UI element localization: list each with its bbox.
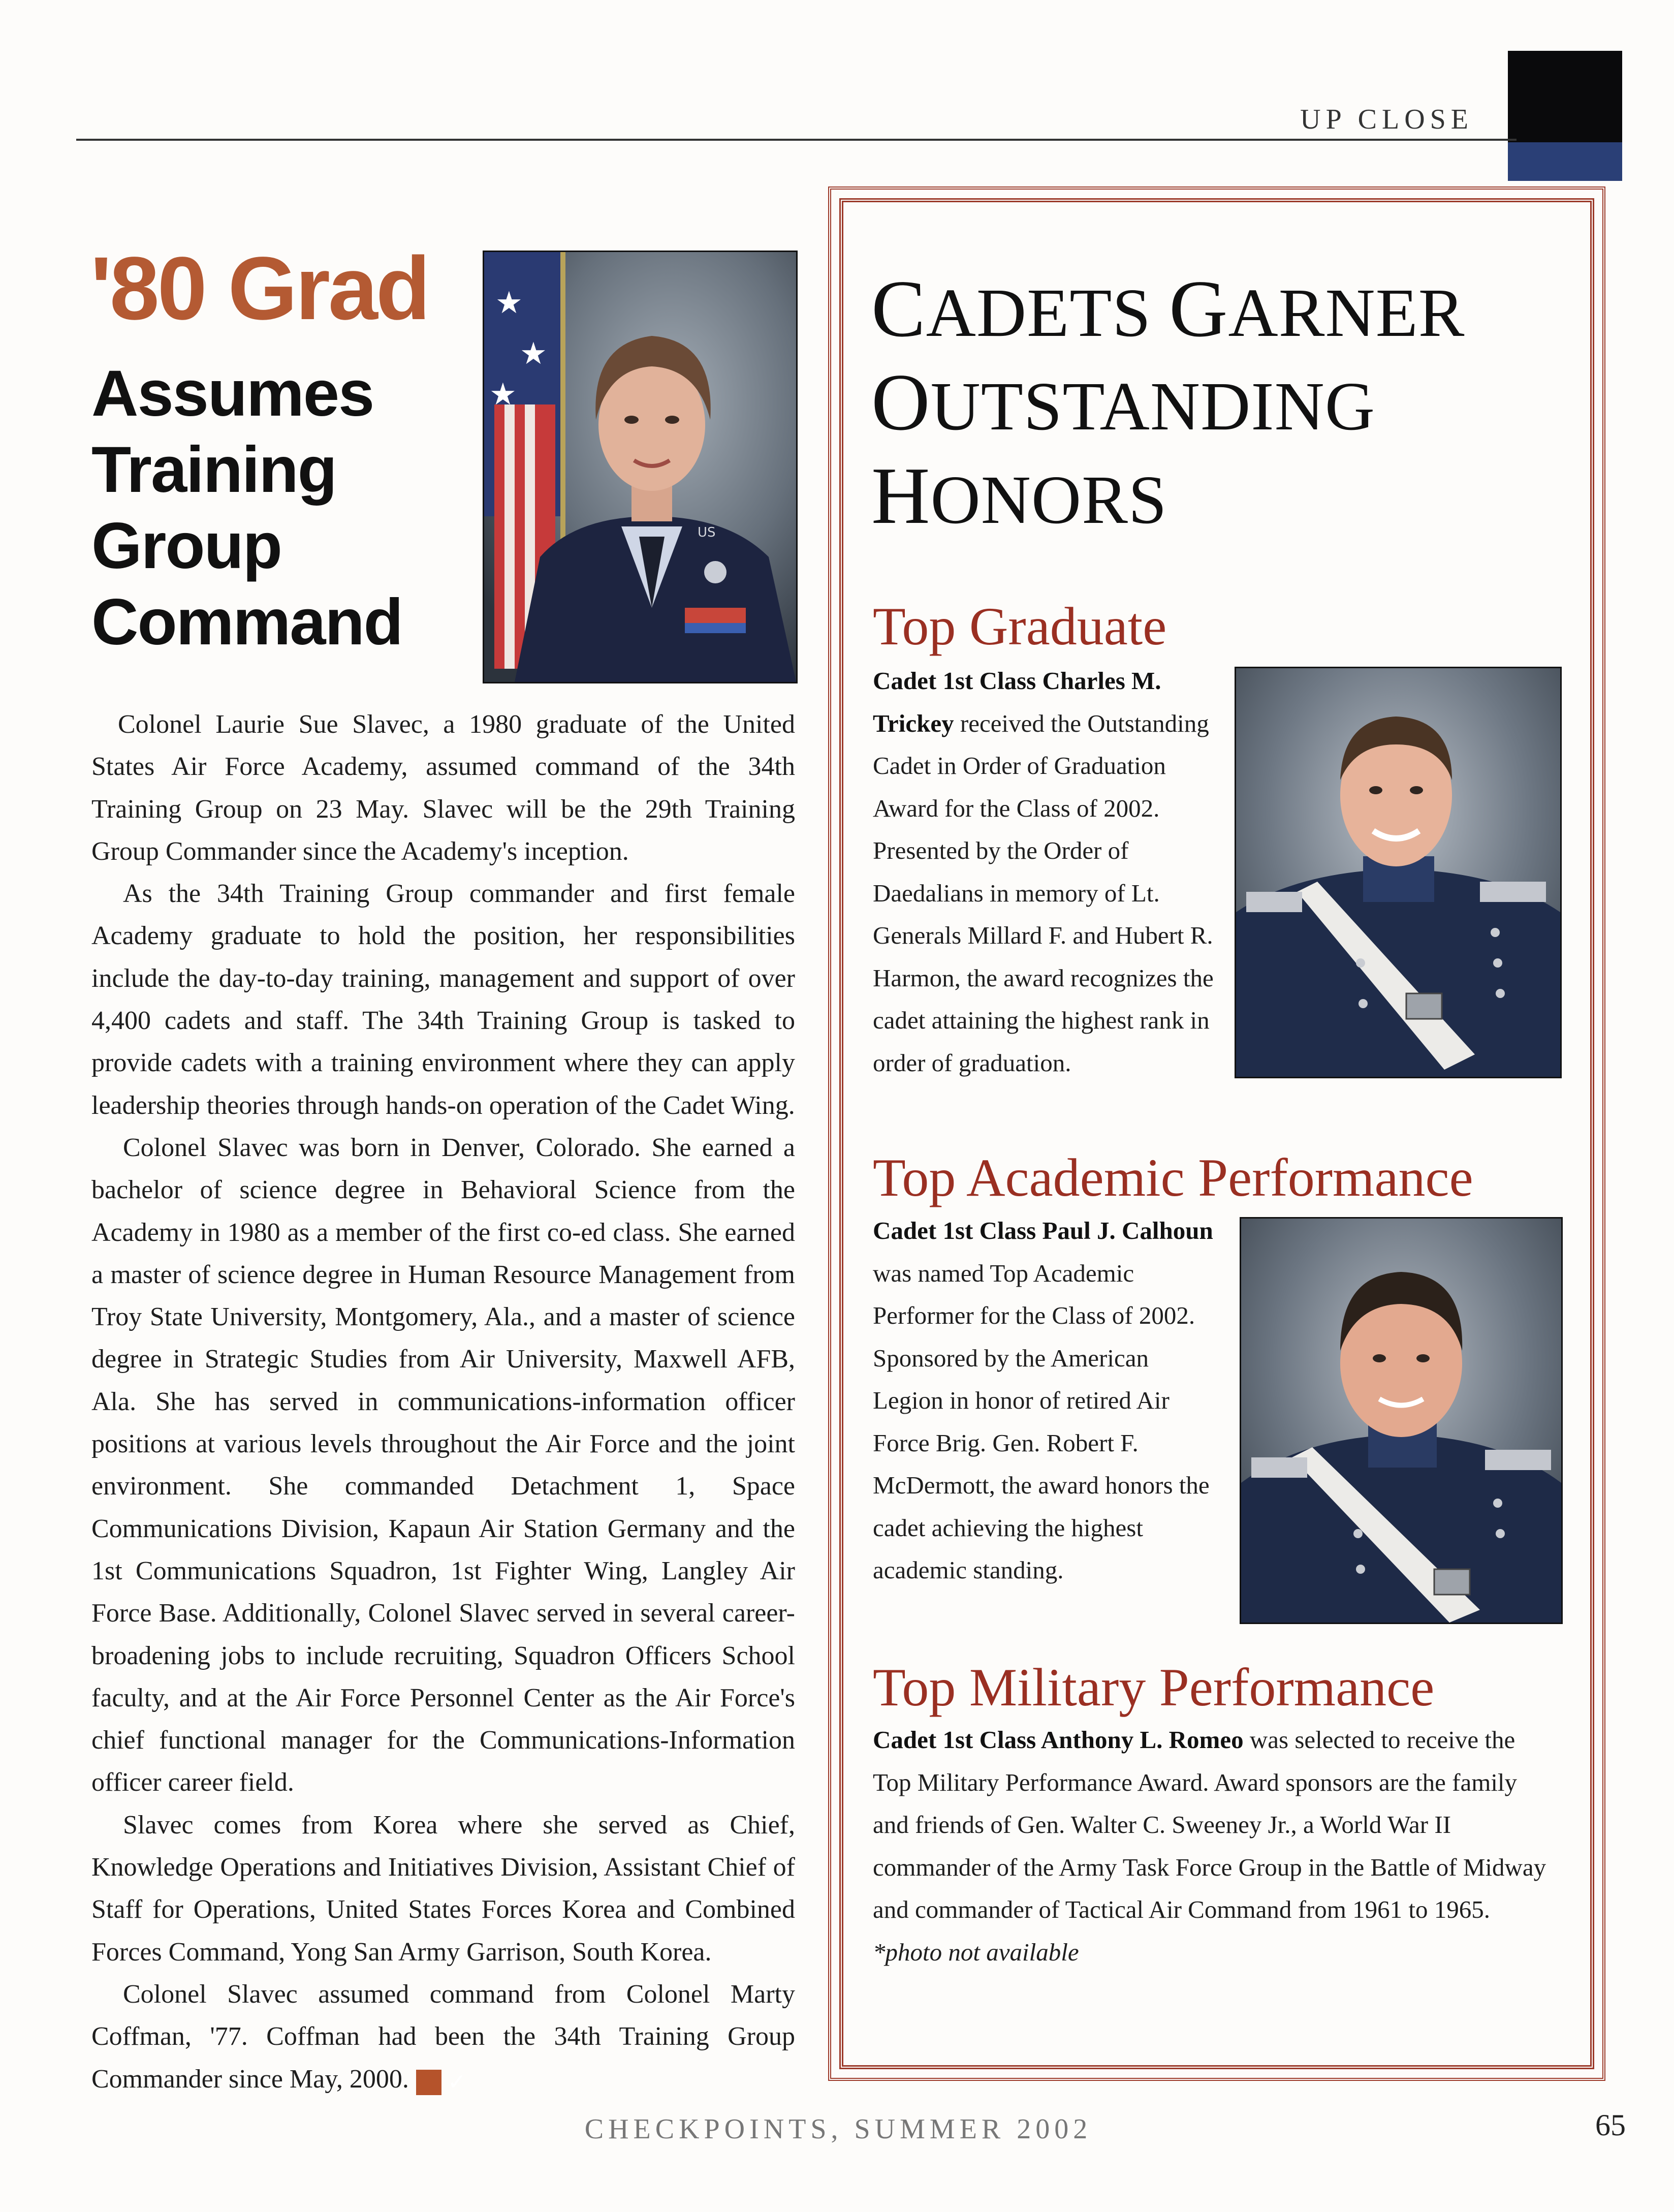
award-description: received the Outstanding Cadet in Order of Graduation Award for the Class of 2002. Presented by the Order of Daedalians in memory of Lt. Generals Millard F. and Hubert R. Harmon, the award recognizes the cadet attaining the highest rank in order of graduation. bbox=[873, 709, 1214, 1077]
article-paragraph: As the 34th Training Group commander and first female Academy graduate to hold the position, her responsibilities include the day-to-day training, management and support of over 4,400 cadets and staff. The 34th Training Group is tasked to provide cadets with a training environment where they can apply leadership theories through hands-on operation of the Cadet Wing. bbox=[91, 879, 795, 1120]
article-title: '80 Grad bbox=[90, 239, 429, 338]
corner-tab-blue bbox=[1508, 142, 1622, 181]
svg-text:★: ★ bbox=[520, 336, 547, 371]
article-paragraph: Colonel Slavec assumed command from Colonel Marty Coffman, '77. Coffman had been the 34th Training Group Commander since May, 2000. bbox=[91, 1979, 795, 2094]
award-description: was selected to receive the Top Military Performance Award. Award sponsors are the family and friends of Gen. Walter C. Sweeney Jr., a World War II commander of the Army Task Force Group in the Battle of Midway and commander of Tactical Air Command from 1961 to 1965. bbox=[873, 1726, 1546, 1923]
portrait-cadet-trickey bbox=[1235, 667, 1562, 1078]
article-subtitle bbox=[91, 356, 437, 661]
insignia-text: US bbox=[698, 525, 716, 540]
award-heading-top-military: Top Military Performance bbox=[873, 1658, 1435, 1717]
photo-note: *photo not available bbox=[873, 1938, 1079, 1966]
portrait-cadet-trickey-illustration bbox=[1236, 668, 1560, 1077]
corner-tab-black bbox=[1508, 51, 1622, 142]
award-text-top-graduate bbox=[873, 660, 1218, 1084]
sidebar-title-line: HONORS bbox=[871, 450, 1167, 541]
cadet-name: Cadet 1st Class Anthony L. Romeo bbox=[873, 1726, 1244, 1754]
portrait-cadet-calhoun bbox=[1240, 1217, 1563, 1624]
subtitle-line: Assumes bbox=[91, 357, 374, 430]
award-text-top-academic bbox=[873, 1209, 1223, 1592]
award-description: was named Top Academic Performer for the Class of 2002. Sponsored by the American Legion in honor of retired Air Force Brig. Gen. Robert F. McDermott, the award honors the cadet achieving the highest academic standing. bbox=[873, 1259, 1210, 1584]
svg-text:★: ★ bbox=[495, 285, 523, 321]
subtitle-line: Training bbox=[91, 433, 336, 506]
article-paragraph: Colonel Laurie Sue Slavec, a 1980 graduate of the United States Air Force Academy, assumed command of the 34th Training Group on 23 May. Slavec will be the 29th Training Group Commander since the Academy's inception. bbox=[91, 710, 795, 866]
section-label: UP CLOSE bbox=[1300, 104, 1473, 135]
sidebar-title bbox=[871, 264, 1557, 545]
portrait-cadet-calhoun-illustration bbox=[1241, 1219, 1561, 1623]
svg-text:★: ★ bbox=[489, 377, 517, 412]
cadet-name: Cadet 1st Class Charles M. Trickey bbox=[873, 667, 1161, 737]
sidebar-title-line: OUTSTANDING bbox=[871, 357, 1376, 447]
header-rule bbox=[76, 139, 1517, 141]
article-paragraph: Slavec comes from Korea where she served as Chief, Knowledge Operations and Initiatives Division, Assistant Chief of Staff for Operations, United States Forces Korea and Combined Forces Command, Yong San Army Garrison, South Korea. bbox=[91, 1810, 795, 1967]
article-paragraph-last bbox=[91, 1973, 795, 2100]
portrait-colonel-slavec-illustration bbox=[484, 252, 796, 682]
footer-publication: CHECKPOINTS, SUMMER 2002 bbox=[584, 2113, 1092, 2145]
cadet-name: Cadet 1st Class Paul J. Calhoun bbox=[873, 1217, 1213, 1244]
portrait-colonel-slavec bbox=[483, 251, 798, 683]
check-mark-icon: ✓ bbox=[416, 2070, 441, 2095]
subtitle-line: Group bbox=[91, 510, 281, 582]
subtitle-line: Command bbox=[91, 586, 402, 659]
article-paragraph: Colonel Slavec was born in Denver, Colorado. She earned a bachelor of science degree in Behavioral Science from the Academy in 1980 as a member of the first co-ed class. She earned a master of science degree in Human Resource Management from Troy State University, Montgomery, Ala., and a master of science degree in Strategic Studies from Air University, Maxwell AFB, Ala. She has served in communications-information officer positions at various levels throughout the Air Force and the joint environment. She commanded Detachment 1, Space Communications Division, Kapaun Air Station Germany and the 1st Communications Squadron, 1st Fighter Wing, Langley Air Force Base. Additionally, Colonel Slavec served in several career-broadening jobs to include recruiting, Squadron Officers School faculty, and at the Air Force Personnel Center as the Air Force's chief functional manager for the Communications-Information officer career field. bbox=[91, 1133, 795, 1797]
award-heading-top-academic: Top Academic Performance bbox=[873, 1148, 1473, 1207]
award-heading-top-graduate: Top Graduate bbox=[873, 597, 1167, 656]
sidebar-title-line: CADETS GARNER bbox=[871, 263, 1465, 354]
article-body bbox=[91, 703, 795, 2100]
page-number: 65 bbox=[1595, 2108, 1626, 2142]
award-text-top-military bbox=[873, 1719, 1554, 1973]
